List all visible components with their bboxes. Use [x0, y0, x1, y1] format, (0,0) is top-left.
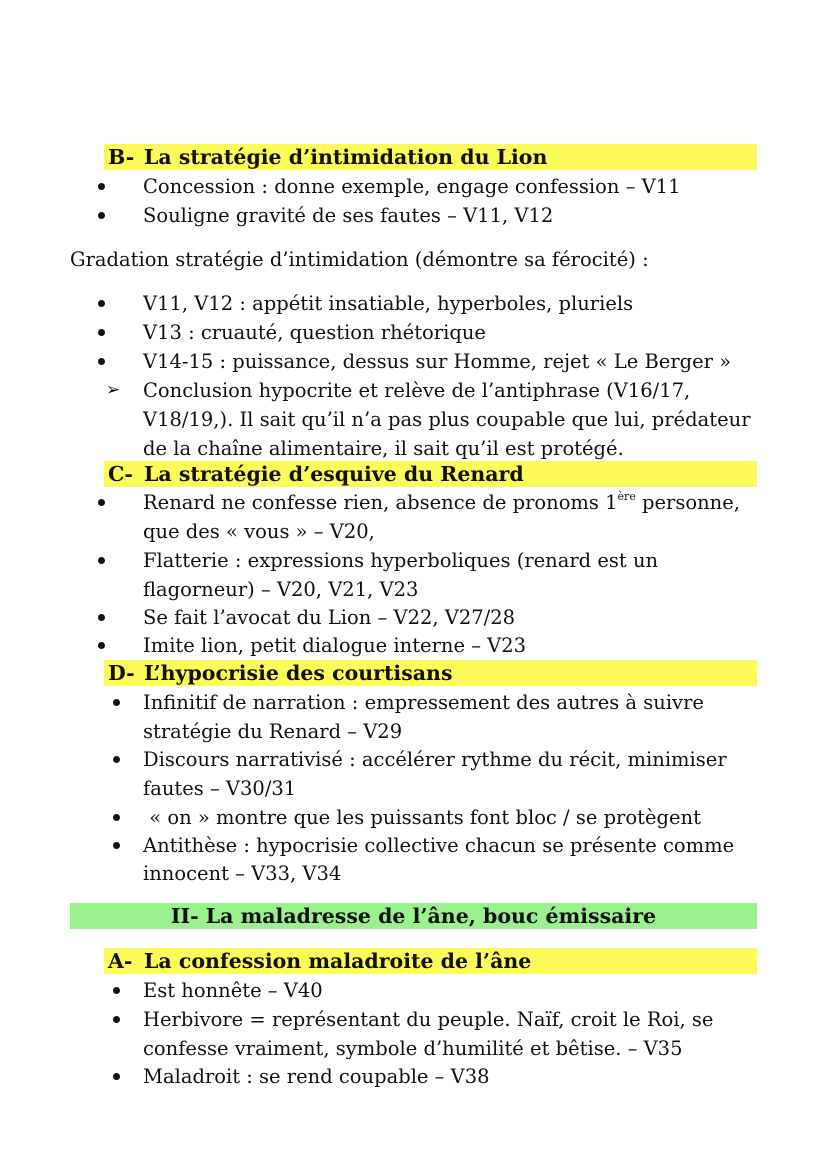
- section-b-heading: [104, 144, 757, 170]
- gradation-intro: Gradation stratégie d’intimidation (démontre sa férocité) :: [70, 248, 649, 271]
- arrow-bullet-icon: ➢: [106, 380, 121, 400]
- bullet-icon: [98, 614, 105, 621]
- bullet-icon: [98, 499, 105, 506]
- list-item-text: flagorneur) – V20, V21, V23: [143, 578, 419, 601]
- part-2-heading: II- La maladresse de l’âne, bouc émissaire: [70, 903, 757, 929]
- section-d-heading: [104, 660, 757, 686]
- list-item-text: innocent – V33, V34: [143, 862, 342, 885]
- list-item-text: Concession : donne exemple, engage confession – V11: [143, 175, 681, 198]
- list-item-text: Est honnête – V40: [143, 979, 323, 1002]
- list-item-text: stratégie du Renard – V29: [143, 720, 403, 743]
- bullet-icon: [98, 642, 105, 649]
- list-item-text: Antithèse : hypocrisie collective chacun se présente comme: [143, 834, 735, 857]
- bullet-icon: [98, 329, 105, 336]
- bullet-icon: [113, 987, 120, 994]
- section-c-title: La stratégie d’esquive du Renard: [144, 462, 524, 486]
- bullet-icon: [113, 1016, 120, 1023]
- conclusion-line-3: de la chaîne alimentaire, il sait qu’il est protégé.: [143, 437, 624, 460]
- section-d-title: L’hypocrisie des courtisans: [144, 661, 453, 685]
- list-item-text: Maladroit : se rend coupable – V38: [143, 1065, 490, 1088]
- section-b-title: La stratégie d’intimidation du Lion: [144, 145, 548, 169]
- section-a-title: La confession maladroite de l’âne: [144, 949, 532, 973]
- conclusion-line-1: Conclusion hypocrite et relève de l’antiphrase (V16/17,: [143, 379, 691, 402]
- bullet-icon: [98, 557, 105, 564]
- list-item-text: Flatterie : expressions hyperboliques (renard est un: [143, 549, 659, 572]
- section-b-letter: B-: [108, 145, 135, 169]
- section-c-letter: C-: [108, 462, 133, 486]
- bullet-icon: [98, 212, 105, 219]
- list-item-text: Se fait l’avocat du Lion – V22, V27/28: [143, 606, 516, 629]
- list-item-text: Renard ne confesse rien, absence de pronoms 1ère personne,: [143, 489, 740, 514]
- bullet-icon: [98, 300, 105, 307]
- list-item-text: Discours narrativisé : accélérer rythme du récit, minimiser: [143, 748, 727, 771]
- bullet-icon: [113, 842, 120, 849]
- bullet-icon: [98, 183, 105, 190]
- list-item-text: V11, V12 : appétit insatiable, hyperboles, pluriels: [143, 292, 634, 315]
- list-item-text: Souligne gravité de ses fautes – V11, V12: [143, 204, 554, 227]
- section-d-letter: D-: [108, 661, 135, 685]
- section-a-heading: [104, 948, 757, 974]
- list-item-text: Imite lion, petit dialogue interne – V23: [143, 634, 527, 657]
- list-item-text: « on » montre que les puissants font bloc / se protègent: [143, 806, 701, 829]
- section-a-letter: A-: [108, 949, 133, 973]
- conclusion-line-2: V18/19,). Il sait qu’il n’a pas plus coupable que lui, prédateur: [143, 408, 751, 431]
- bullet-icon: [113, 699, 120, 706]
- list-item-text: que des « vous » – V20,: [143, 520, 375, 543]
- bullet-icon: [113, 814, 120, 821]
- bullet-icon: [113, 756, 120, 763]
- list-item-text: V13 : cruauté, question rhétorique: [143, 321, 486, 344]
- list-item-text: confesse vraiment, symbole d’humilité et bêtise. – V35: [143, 1037, 683, 1060]
- list-item-text: fautes – V30/31: [143, 777, 297, 800]
- bullet-icon: [113, 1073, 120, 1080]
- section-c-heading: [104, 461, 757, 487]
- list-item-text: V14-15 : puissance, dessus sur Homme, rejet « Le Berger »: [143, 350, 732, 373]
- bullet-icon: [98, 358, 105, 365]
- list-item-text: Infinitif de narration : empressement des autres à suivre: [143, 691, 704, 714]
- list-item-text: Herbivore = représentant du peuple. Naïf, croit le Roi, se: [143, 1008, 714, 1031]
